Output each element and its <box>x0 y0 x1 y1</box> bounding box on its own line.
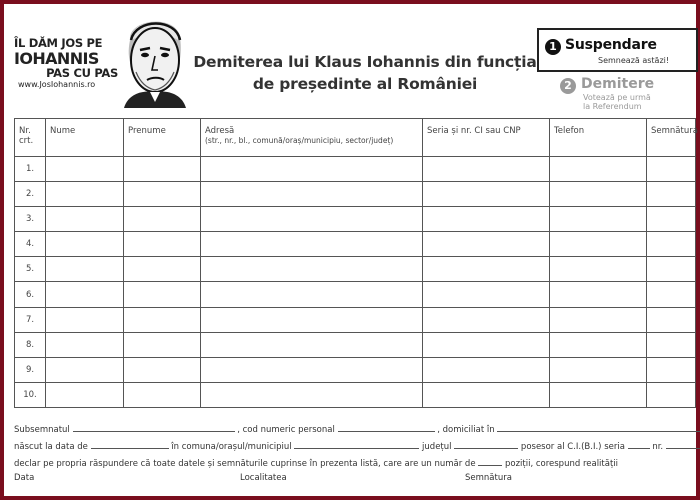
step-2-label: Demitere <box>581 76 655 92</box>
petition-sheet <box>4 4 696 496</box>
col-header-nume: Nume <box>46 119 124 157</box>
row-number: 7. <box>15 307 46 332</box>
row-number: 4. <box>15 232 46 257</box>
cell-adresa[interactable] <box>201 332 423 357</box>
nascut-label: născut la data de <box>14 442 88 452</box>
step-1-label: Suspendare <box>565 37 657 53</box>
table-row <box>15 232 696 257</box>
cell-semnatura[interactable] <box>647 307 696 332</box>
row-number: 6. <box>15 282 46 307</box>
logo-line-2: IOHANNIS <box>14 48 99 68</box>
cell-telefon[interactable] <box>550 232 647 257</box>
cell-nume[interactable] <box>46 382 124 407</box>
cell-seria-ci[interactable] <box>423 357 550 382</box>
col-header-seria-ci: Seria și nr. CI sau CNP <box>423 119 550 157</box>
cell-adresa[interactable] <box>201 257 423 282</box>
col-header-prenume: Prenume <box>124 119 201 157</box>
row-number: 8. <box>15 332 46 357</box>
cell-nume[interactable] <box>46 257 124 282</box>
id-number-blank[interactable] <box>666 440 700 449</box>
cell-nume[interactable] <box>46 182 124 207</box>
cell-telefon[interactable] <box>550 257 647 282</box>
table-header-row <box>15 119 696 157</box>
cell-seria-ci[interactable] <box>423 257 550 282</box>
cell-adresa[interactable] <box>201 157 423 182</box>
cell-semnatura[interactable] <box>647 332 696 357</box>
city-blank[interactable] <box>294 440 419 449</box>
signature-table <box>14 118 696 408</box>
cell-semnatura[interactable] <box>647 357 696 382</box>
cell-seria-ci[interactable] <box>423 307 550 332</box>
id-series-blank[interactable] <box>628 440 650 449</box>
domicile-blank[interactable] <box>497 423 700 432</box>
cell-nume[interactable] <box>46 232 124 257</box>
logo-url: www.JosIohannis.ro <box>18 80 96 89</box>
cell-semnatura[interactable] <box>647 257 696 282</box>
cell-nume[interactable] <box>46 307 124 332</box>
cell-telefon[interactable] <box>550 332 647 357</box>
cell-nume[interactable] <box>46 282 124 307</box>
cell-adresa[interactable] <box>201 307 423 332</box>
birth-date-blank[interactable] <box>91 440 169 449</box>
cell-adresa[interactable] <box>201 282 423 307</box>
row-number: 1. <box>15 157 46 182</box>
cell-adresa[interactable] <box>201 232 423 257</box>
row-number: 2. <box>15 182 46 207</box>
col-header-nr-crt: Nr. crt. <box>15 119 46 157</box>
cell-telefon[interactable] <box>550 207 647 232</box>
cell-adresa[interactable] <box>201 357 423 382</box>
posesor-label: posesor al C.I.(B.I.) seria <box>520 442 625 452</box>
step-2-sub <box>583 93 683 111</box>
cell-adresa[interactable] <box>201 182 423 207</box>
cell-nume[interactable] <box>46 157 124 182</box>
cell-seria-ci[interactable] <box>423 182 550 207</box>
table-row <box>15 157 696 182</box>
declaration-line-3 <box>14 457 698 469</box>
cell-prenume[interactable] <box>124 207 201 232</box>
cell-prenume[interactable] <box>124 232 201 257</box>
page-title <box>192 52 538 95</box>
subsemnatul-label: Subsemnatul <box>14 425 70 435</box>
declar-text: declar pe propria răspundere că toate datele și semnăturile cuprinse în prezenta listă, care are un număr de <box>14 459 476 469</box>
col-header-adresa: Adresă (str., nr., bl., comună/oraș/municipiu, sector/județ) <box>201 119 423 157</box>
cell-prenume[interactable] <box>124 357 201 382</box>
table-row <box>15 332 696 357</box>
cnp-blank[interactable] <box>338 423 435 432</box>
pozitii-text: poziții, corespund realității <box>504 459 619 469</box>
cell-adresa[interactable] <box>201 382 423 407</box>
cell-seria-ci[interactable] <box>423 157 550 182</box>
step-1-sub: Semnează astăzi! <box>598 56 670 65</box>
cell-adresa[interactable] <box>201 207 423 232</box>
judetul-label: județul <box>422 442 452 452</box>
row-number: 10. <box>15 382 46 407</box>
title-line-1: Demiterea lui Klaus Iohannis din funcția <box>193 53 537 71</box>
cell-seria-ci[interactable] <box>423 232 550 257</box>
table-row <box>15 282 696 307</box>
cell-semnatura[interactable] <box>647 282 696 307</box>
declaration-line-2 <box>14 440 698 452</box>
step-2-number-icon: 2 <box>560 78 576 94</box>
county-blank[interactable] <box>454 440 518 449</box>
table-row <box>15 182 696 207</box>
cell-telefon[interactable] <box>550 282 647 307</box>
cell-telefon[interactable] <box>550 182 647 207</box>
cell-seria-ci[interactable] <box>423 382 550 407</box>
cell-telefon[interactable] <box>550 357 647 382</box>
step-2-sub-line-1: Votează pe urmă <box>583 93 651 102</box>
cell-prenume[interactable] <box>124 157 201 182</box>
nr-label: nr. <box>652 442 664 452</box>
cell-nume[interactable] <box>46 332 124 357</box>
table-row <box>15 307 696 332</box>
title-line-2: de președinte al României <box>252 74 478 93</box>
domiciliat-label: , domiciliat în <box>437 425 495 435</box>
cell-prenume[interactable] <box>124 307 201 332</box>
cnp-label: , cod numeric personal <box>237 425 335 435</box>
cell-semnatura[interactable] <box>647 207 696 232</box>
cell-semnatura[interactable] <box>647 182 696 207</box>
positions-count-blank[interactable] <box>478 457 502 466</box>
logo-line-1: ÎL DĂM JOS PE <box>14 36 103 50</box>
table-row <box>15 257 696 282</box>
cell-prenume[interactable] <box>124 332 201 357</box>
cell-semnatura[interactable] <box>647 382 696 407</box>
declaration-line-1 <box>14 423 698 435</box>
cell-prenume[interactable] <box>124 257 201 282</box>
cell-telefon[interactable] <box>550 307 647 332</box>
step-suspendare-box <box>537 28 698 72</box>
table-row <box>15 207 696 232</box>
table-row <box>15 357 696 382</box>
row-number: 3. <box>15 207 46 232</box>
cell-telefon[interactable] <box>550 157 647 182</box>
cell-nume[interactable] <box>46 357 124 382</box>
col-header-telefon: Telefon <box>550 119 647 157</box>
data-label: Data <box>14 473 35 483</box>
cell-seria-ci[interactable] <box>423 332 550 357</box>
cell-telefon[interactable] <box>550 382 647 407</box>
cell-semnatura[interactable] <box>647 232 696 257</box>
table-row <box>15 382 696 407</box>
logo-line-3: PAS CU PAS <box>46 65 118 80</box>
portrait-illustration <box>116 10 192 108</box>
cell-seria-ci[interactable] <box>423 207 550 232</box>
campaign-logo <box>14 38 122 89</box>
cell-nume[interactable] <box>46 207 124 232</box>
cell-prenume[interactable] <box>124 382 201 407</box>
localitatea-label: Localitatea <box>240 473 287 483</box>
cell-prenume[interactable] <box>124 182 201 207</box>
cell-semnatura[interactable] <box>647 157 696 182</box>
step-1-number-icon: 1 <box>545 39 561 55</box>
row-number: 9. <box>15 357 46 382</box>
row-number: 5. <box>15 257 46 282</box>
step-2-sub-line-2: la Referendum <box>583 102 642 112</box>
semnatura-label: Semnătura <box>465 473 512 483</box>
comuna-label: în comuna/orașul/municipiul <box>171 442 292 452</box>
col-header-semnatura: Semnătura <box>647 119 696 157</box>
cell-prenume[interactable] <box>124 282 201 307</box>
name-blank[interactable] <box>73 423 235 432</box>
cell-seria-ci[interactable] <box>423 282 550 307</box>
